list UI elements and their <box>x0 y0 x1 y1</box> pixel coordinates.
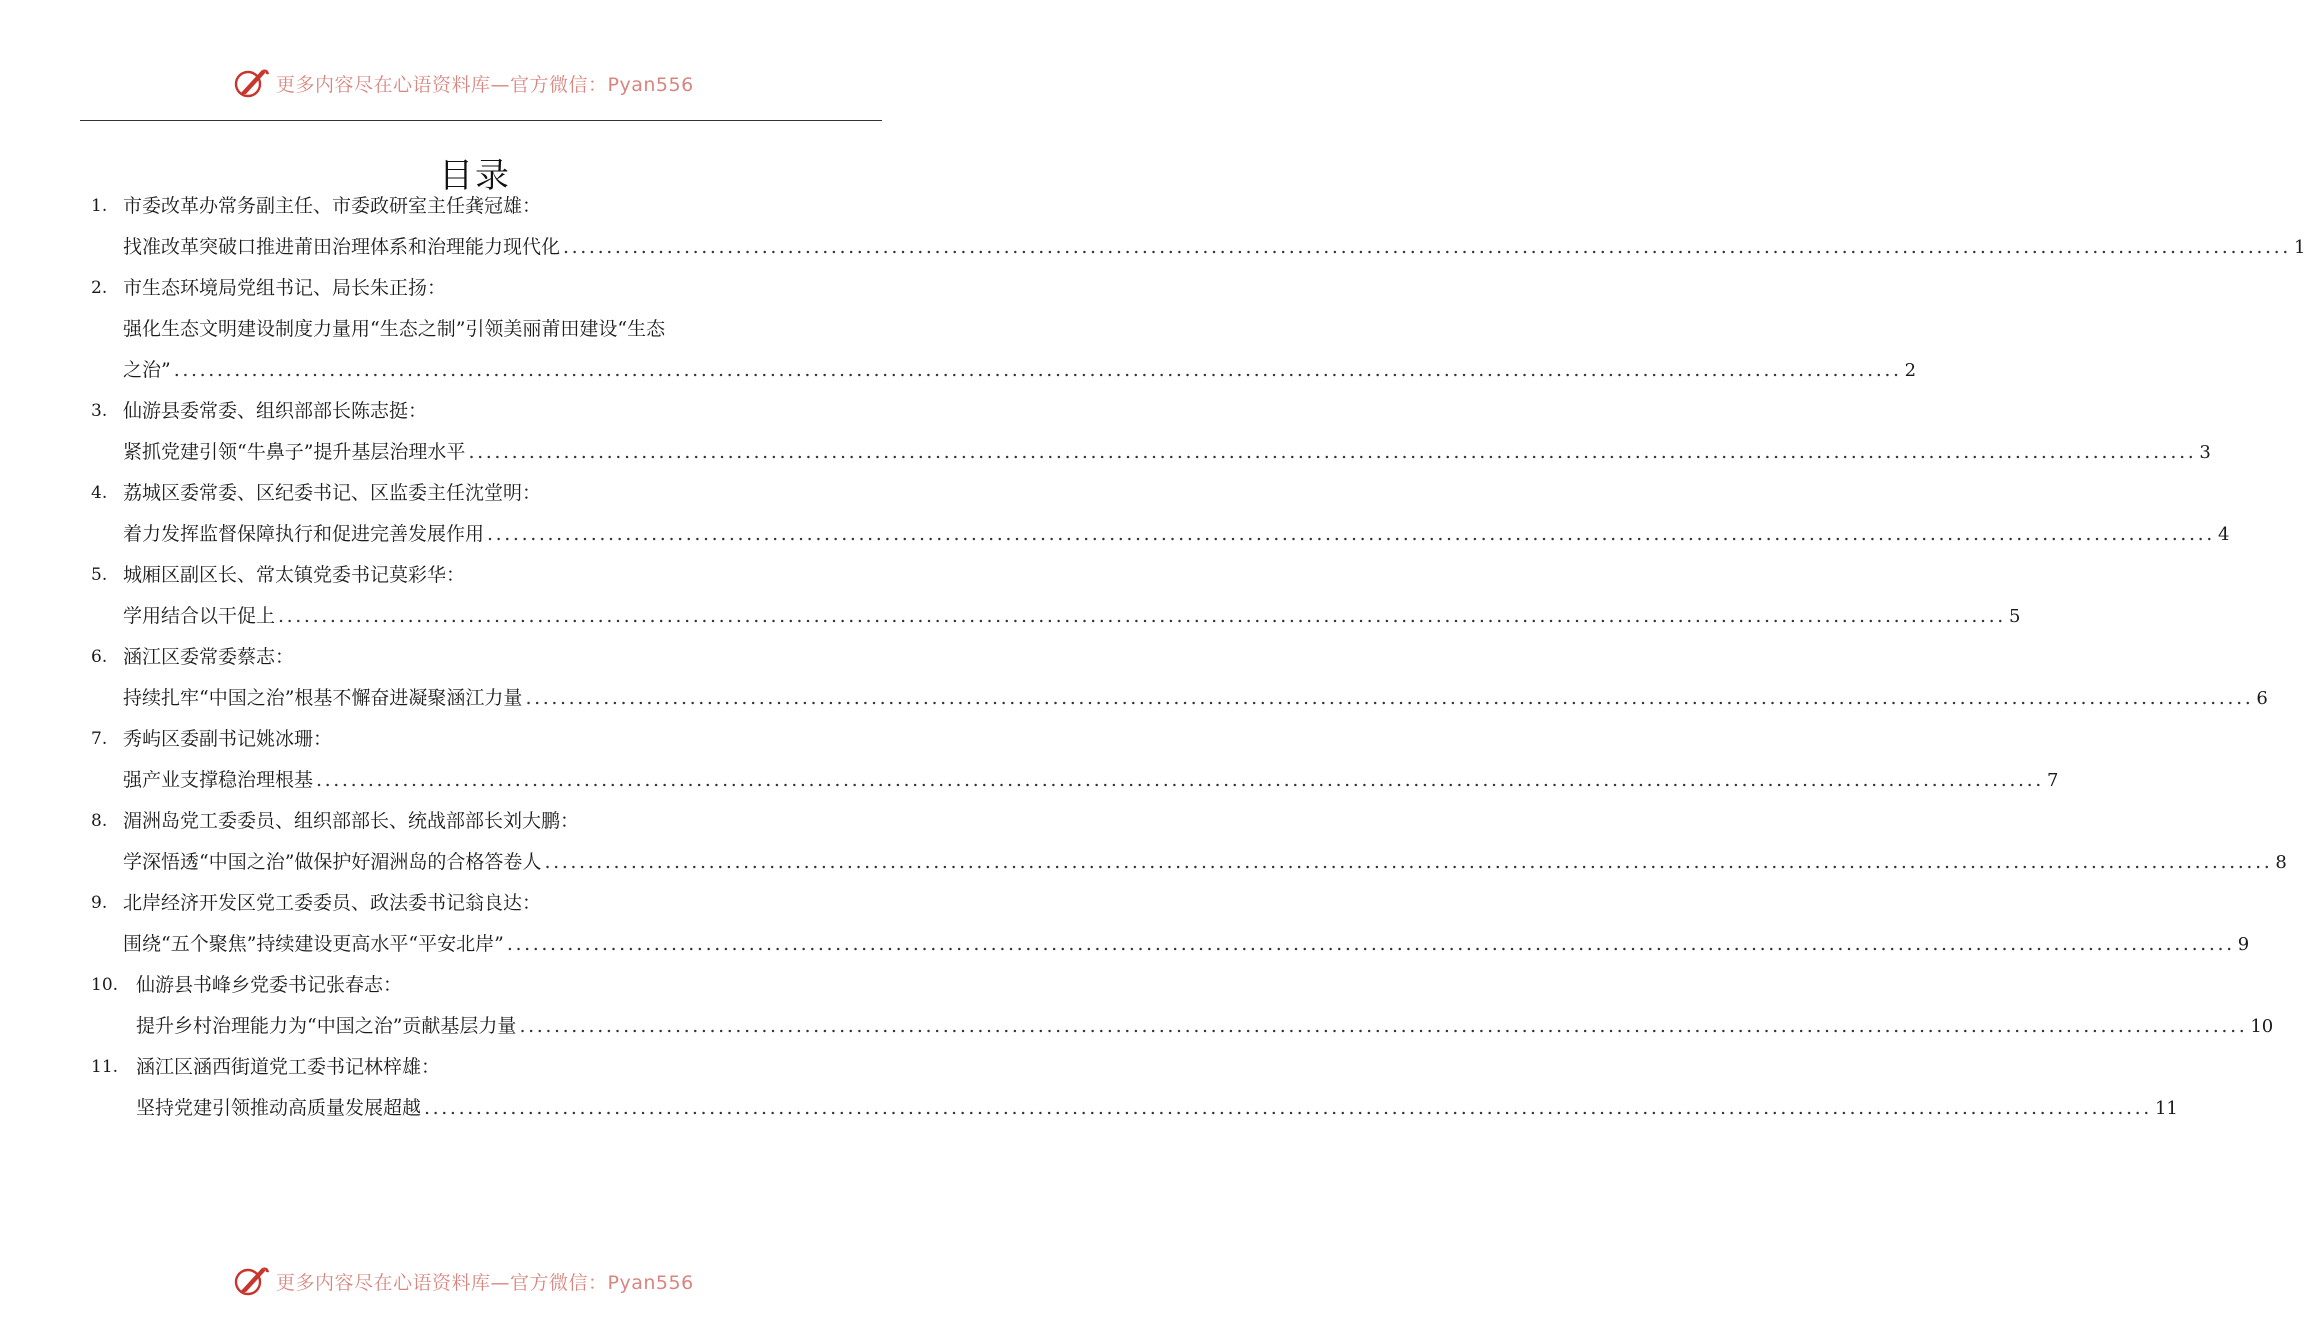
toc-author-line <box>0 391 950 432</box>
toc-title-line <box>0 842 2287 883</box>
toc-page-number: 2 <box>1904 360 1917 381</box>
toc-page-number: 8 <box>2275 852 2287 873</box>
toc-title-row <box>123 678 2268 719</box>
toc-author: 城厢区副区长、常太镇党委书记莫彩华： <box>123 564 466 586</box>
toc-author-line <box>0 719 950 760</box>
toc-title-line <box>0 924 2250 965</box>
toc-title: 学用结合以干促上 <box>123 605 276 627</box>
toc-title-line <box>0 432 2211 473</box>
quill-logo-icon <box>232 66 272 100</box>
quill-logo-icon <box>232 1264 272 1298</box>
toc-title-row <box>123 227 2305 268</box>
toc-number: 8. <box>91 811 108 831</box>
toc-title-line <box>0 514 2230 555</box>
dot-leader: ........................................................................................................................................................................................................ <box>563 236 2291 258</box>
toc-title-row <box>123 596 2021 637</box>
toc-entry <box>0 555 2021 637</box>
toc-title-row <box>123 760 2059 801</box>
toc-number: 10. <box>91 975 119 995</box>
toc-number: 2. <box>91 278 108 298</box>
toc-title-row <box>123 924 2250 965</box>
toc-number: 6. <box>91 647 108 667</box>
toc-entry <box>0 965 2274 1047</box>
toc-entry <box>0 1047 2178 1129</box>
toc-author: 秀屿区委副书记姚冰珊： <box>123 728 333 750</box>
toc-page-number: 6 <box>2256 688 2268 709</box>
toc-title-line <box>0 678 2268 719</box>
dot-leader: ........................................................................................................................................................................................................ <box>544 851 2273 873</box>
toc-author-line <box>0 186 950 227</box>
dot-leader: ........................................................................................................................................................................................................ <box>525 687 2254 709</box>
dot-leader: ........................................................................................................................................................................................................ <box>278 605 2006 627</box>
toc-author-line <box>0 555 950 596</box>
toc-title-row <box>123 842 2287 883</box>
toc-title-row <box>136 1006 2274 1047</box>
dot-leader: ........................................................................................................................................................................................................ <box>173 359 1902 381</box>
toc-entry <box>0 801 2287 883</box>
toc-title: 学深悟透“中国之治”做保护好湄洲岛的合格答卷人 <box>123 851 542 873</box>
toc-author: 市生态环境局党组书记、局长朱正扬： <box>123 277 447 299</box>
toc-title-line <box>0 596 2021 637</box>
toc-page-number: 3 <box>2199 442 2211 463</box>
toc-page-number: 10 <box>2250 1016 2274 1037</box>
toc-author: 涵江区涵西街道党工委书记林梓雄： <box>136 1056 441 1078</box>
toc-author-line <box>0 637 950 678</box>
toc-title: 之治” <box>123 359 171 381</box>
toc-title: 围绕“五个聚焦”持续建设更高水平“平安北岸” <box>123 933 504 955</box>
toc-page-number: 9 <box>2237 934 2250 955</box>
toc-entry <box>0 473 2230 555</box>
watermark-text: 更多内容尽在心语资料库—官方微信：Pyan556 <box>276 73 694 96</box>
page-title: 目录 <box>439 156 511 196</box>
toc-entry <box>0 883 2250 965</box>
dot-leader: ........................................................................................................................................................................................................ <box>424 1097 2152 1119</box>
toc-number: 5. <box>91 565 108 585</box>
toc-author-line <box>0 1047 950 1088</box>
toc-number: 1. <box>91 196 108 216</box>
toc-author-line <box>0 801 950 842</box>
toc-number: 11. <box>91 1057 119 1077</box>
toc-entry <box>0 186 2305 268</box>
toc-title-row <box>123 514 2230 555</box>
toc-entry <box>0 719 2059 801</box>
toc-number: 9. <box>91 893 108 913</box>
watermark-text: 更多内容尽在心语资料库—官方微信：Pyan556 <box>276 1271 694 1294</box>
toc-author-line <box>0 268 950 309</box>
toc-author: 荔城区委常委、区纪委书记、区监委主任沈堂明： <box>123 482 542 504</box>
toc-entry <box>0 637 2268 719</box>
toc-page-number: 7 <box>2046 770 2059 791</box>
toc-title-line <box>0 350 1917 391</box>
watermark-header <box>232 66 694 100</box>
toc-author-line <box>0 883 950 924</box>
toc-page-number: 4 <box>2217 524 2230 545</box>
toc-page-number: 1 <box>2293 237 2305 258</box>
toc-number: 3. <box>91 401 108 421</box>
toc-title: 找准改革突破口推进莆田治理体系和治理能力现代化 <box>123 236 561 258</box>
dot-leader: ........................................................................................................................................................................................................ <box>316 769 2044 791</box>
toc-entry <box>0 391 2211 473</box>
toc-author-line <box>0 473 950 514</box>
toc-page-number: 11 <box>2154 1098 2178 1119</box>
toc-title: 持续扎牢“中国之治”根基不懈奋进凝聚涵江力量 <box>123 687 523 709</box>
toc-title-row <box>123 432 2211 473</box>
toc-author: 湄洲岛党工委委员、组织部部长、统战部部长刘大鹏： <box>123 810 580 832</box>
dot-leader: ........................................................................................................................................................................................................ <box>468 441 2197 463</box>
toc-title-row <box>123 350 1917 391</box>
toc-title: 强化生态文明建设制度力量用“生态之制”引领美丽莆田建设“生态 <box>123 318 666 340</box>
dot-leader: ........................................................................................................................................................................................................ <box>506 933 2235 955</box>
toc-author: 仙游县委常委、组织部部长陈志挺： <box>123 400 428 422</box>
toc-title-line <box>0 760 2059 801</box>
dot-leader: ........................................................................................................................................................................................................ <box>519 1015 2248 1037</box>
toc-title-line <box>0 1088 2178 1129</box>
header-rule <box>80 120 882 121</box>
toc-author-line <box>0 965 950 1006</box>
toc-title-line <box>0 309 950 350</box>
toc-title-line <box>0 1006 2274 1047</box>
toc-number: 4. <box>91 483 108 503</box>
toc-title: 坚持党建引领推动高质量发展超越 <box>136 1097 422 1119</box>
toc-author: 仙游县书峰乡党委书记张春志： <box>136 974 403 996</box>
toc-author: 涵江区委常委蔡志： <box>123 646 295 668</box>
toc-title: 着力发挥监督保障执行和促进完善发展作用 <box>123 523 485 545</box>
dot-leader: ........................................................................................................................................................................................................ <box>487 523 2215 545</box>
toc-entry <box>0 268 1917 391</box>
watermark-footer <box>232 1264 694 1298</box>
toc-author: 北岸经济开发区党工委委员、政法委书记翁良达： <box>123 892 542 914</box>
toc-author: 市委改革办常务副主任、市委政研室主任龚冠雄： <box>123 195 542 217</box>
toc-title-row <box>136 1088 2178 1129</box>
toc-title: 提升乡村治理能力为“中国之治”贡献基层力量 <box>136 1015 517 1037</box>
toc-title: 强产业支撑稳治理根基 <box>123 769 314 791</box>
toc-page-number: 5 <box>2008 606 2021 627</box>
toc-number: 7. <box>91 729 108 749</box>
toc-title-row <box>123 309 860 350</box>
toc-title: 紧抓党建引领“牛鼻子”提升基层治理水平 <box>123 441 466 463</box>
toc-title-line <box>0 227 2305 268</box>
table-of-contents <box>0 186 2305 1129</box>
